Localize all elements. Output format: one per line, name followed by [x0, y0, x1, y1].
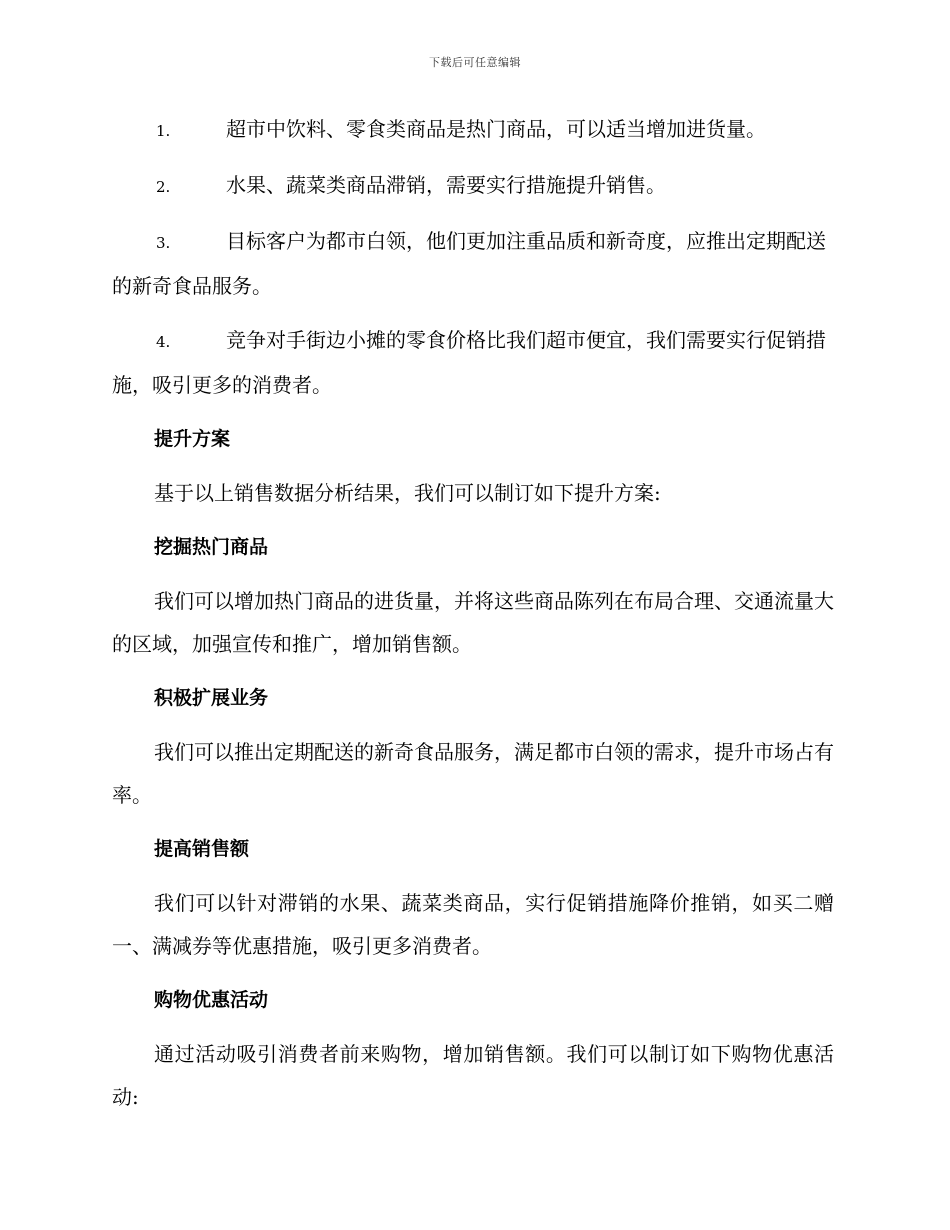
section-heading-promotions: 购物优惠活动	[154, 989, 269, 1011]
paragraph-plan-intro: 基于以上销售数据分析结果，我们可以制订如下提升方案:	[154, 481, 661, 505]
list-item-text: 水果、蔬菜类商品滞销，需要实行措施提升销售。	[226, 173, 666, 197]
section-heading-expand-business: 积极扩展业务	[154, 687, 269, 709]
list-item-number: 1.	[156, 122, 171, 140]
list-item	[112, 108, 834, 153]
list-item	[112, 164, 834, 209]
list-item	[112, 319, 834, 407]
list-item-number: 4.	[156, 333, 171, 351]
paragraph-promotions: 通过活动吸引消费者前来购物，增加销售额。我们可以制订如下购物优惠活动:	[112, 1042, 834, 1109]
paragraph-increase-sales: 我们可以针对滞销的水果、蔬菜类商品，实行促销措施降价推销，如买二赠一、满减券等优惠措施，吸引更多消费者。	[112, 891, 834, 958]
paragraph-expand-business: 我们可以推出定期配送的新奇食品服务，满足都市白领的需求，提升市场占有率。	[112, 740, 834, 807]
list-item-number: 3.	[156, 234, 171, 252]
page-header: 下载后可任意编辑	[429, 56, 521, 69]
list-item-text: 目标客户为都市白领，他们更加注重品质和新奇度，应推出定期配送的新奇食品服务。	[112, 229, 826, 298]
list-item	[112, 220, 834, 308]
document-body	[112, 108, 834, 1130]
section-heading-plan: 提升方案	[154, 428, 231, 450]
list-item-text: 竞争对手街边小摊的零食价格比我们超市便宜，我们需要实行促销措施，吸引更多的消费者。	[112, 328, 826, 397]
list-item-text: 超市中饮料、零食类商品是热门商品，可以适当增加进货量。	[226, 117, 766, 141]
section-heading-increase-sales: 提高销售额	[154, 838, 250, 860]
section-heading-hot-products: 挖掘热门商品	[154, 536, 269, 558]
list-item-number: 2.	[156, 178, 171, 196]
paragraph-hot-products: 我们可以增加热门商品的进货量，并将这些商品陈列在布局合理、交通流量大的区域，加强宣传和推广，增加销售额。	[112, 589, 834, 656]
